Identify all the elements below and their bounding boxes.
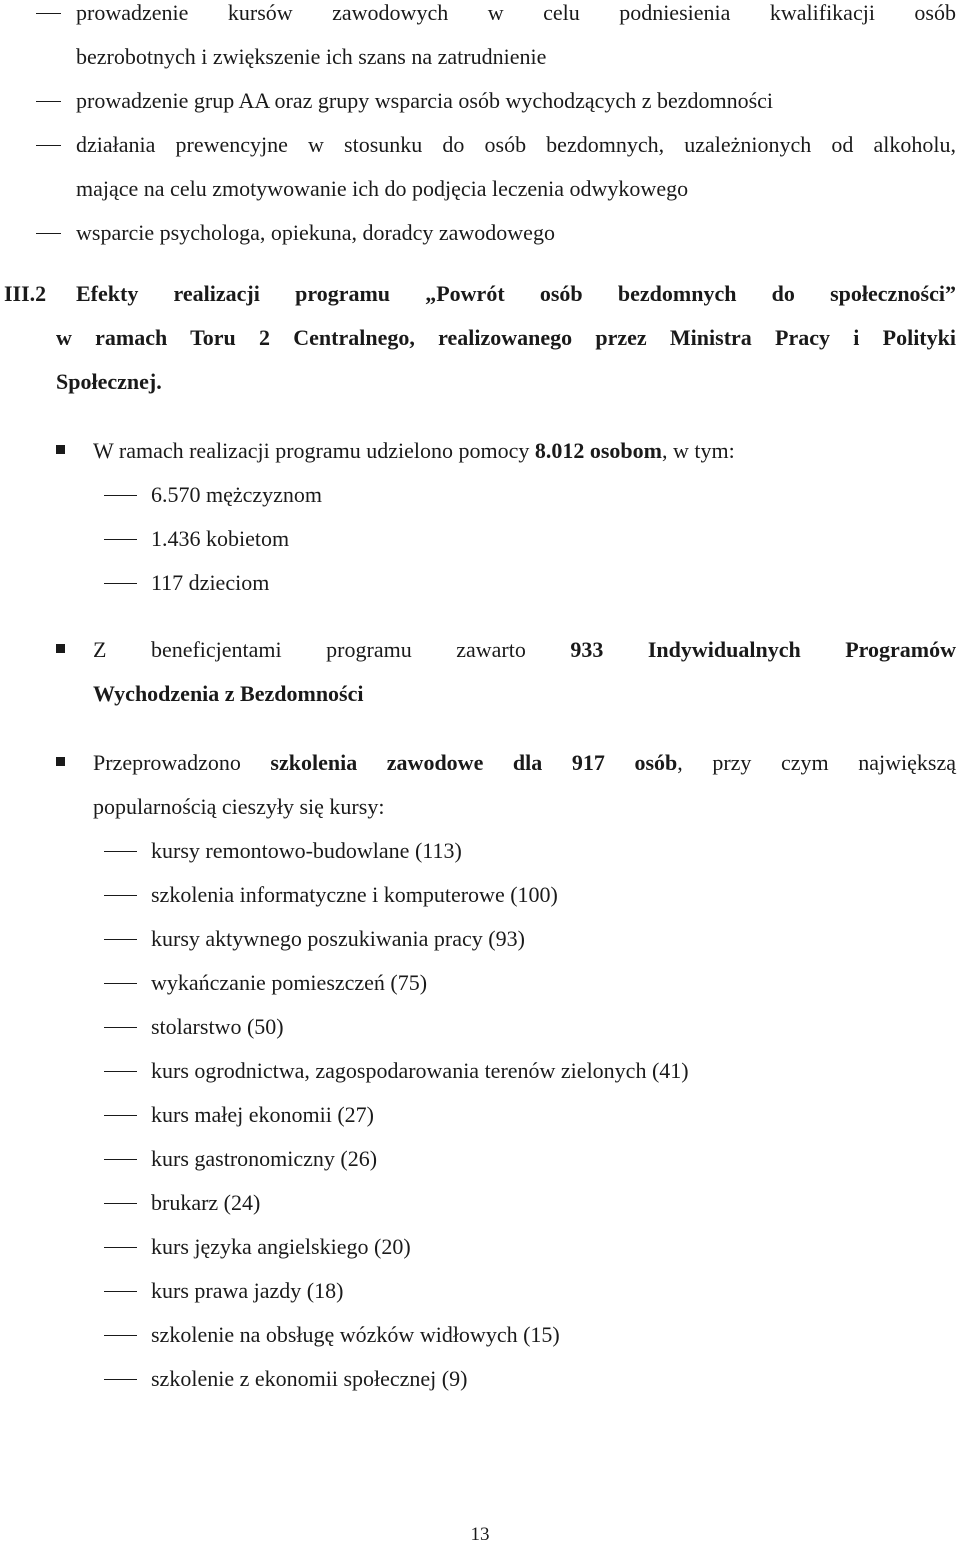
top-dash-list	[0, 0, 960, 255]
dash-bullet-icon	[36, 145, 61, 146]
list-item-text: 117 dzieciom	[151, 570, 270, 595]
dash-bullet-icon	[36, 13, 61, 14]
page-number: 13	[470, 1524, 490, 1545]
list-item-text: szkolenie na obsługę wózków widłowych (15)	[151, 1322, 560, 1347]
bullet-line	[0, 429, 960, 473]
bullet-bold-text: 933 Indywidualnych Programów	[570, 637, 956, 662]
list-item-text-line2: mające na celu zmotywowanie ich do podjęcia leczenia odwykowego	[76, 176, 689, 201]
list-item	[0, 1137, 960, 1181]
list-item-text: kursy remontowo-budowlane (113)	[151, 838, 462, 863]
list-item	[0, 517, 960, 561]
dash-bullet-icon	[36, 233, 61, 234]
bullet-text: W ramach realizacji programu udzielono pomocy	[93, 438, 535, 463]
list-item	[0, 79, 960, 123]
bullet-line-continued	[0, 672, 960, 716]
list-item-text: kurs języka angielskiego (20)	[151, 1234, 411, 1259]
list-item-text: kurs prawa jazdy (18)	[151, 1278, 344, 1303]
dash-bullet-icon	[104, 1247, 137, 1248]
section-title-line2: w ramach Toru 2 Centralnego, realizowanego przez Ministra Pracy i Polityki	[56, 325, 956, 350]
list-item	[0, 829, 960, 873]
list-item-text: stolarstwo (50)	[151, 1014, 284, 1039]
dash-bullet-icon	[104, 495, 137, 496]
list-item	[0, 1049, 960, 1093]
bullet-line-continued	[0, 785, 960, 829]
bullet-bold-text: Wychodzenia z Bezdomności	[93, 681, 364, 706]
dash-bullet-icon	[104, 1379, 137, 1380]
dash-bullet-icon	[104, 1115, 137, 1116]
list-item	[0, 211, 960, 255]
list-item	[0, 1357, 960, 1401]
dash-bullet-icon	[104, 539, 137, 540]
bullet-text: Przeprowadzono	[93, 750, 271, 775]
dash-bullet-icon	[104, 983, 137, 984]
list-item	[0, 917, 960, 961]
list-item-text: kurs gastronomiczny (26)	[151, 1146, 378, 1171]
section-number: III.2	[4, 281, 47, 306]
list-item-text: wykańczanie pomieszczeń (75)	[151, 970, 428, 995]
dash-bullet-icon	[104, 1071, 137, 1072]
list-item-text: szkolenia informatyczne i komputerowe (100)	[151, 882, 558, 907]
bullet-text-after: , przy czym największą	[677, 750, 956, 775]
dash-bullet-icon	[104, 1203, 137, 1204]
dash-bullet-icon	[36, 101, 61, 102]
dash-bullet-icon	[104, 1027, 137, 1028]
square-bullet-icon	[56, 644, 65, 653]
bullet-text-after: , w tym:	[661, 438, 735, 463]
list-item	[0, 1005, 960, 1049]
list-item	[0, 1225, 960, 1269]
list-item	[0, 1093, 960, 1137]
list-item	[0, 1313, 960, 1357]
list-item	[0, 561, 960, 605]
list-item-text: brukarz (24)	[151, 1190, 261, 1215]
dash-bullet-icon	[104, 583, 137, 584]
dash-bullet-icon	[104, 939, 137, 940]
list-item-text: 1.436 kobietom	[151, 526, 290, 551]
dash-bullet-icon	[104, 1159, 137, 1160]
bullet-block-assistance	[0, 429, 960, 605]
list-item-text-line1: prowadzenie kursów zawodowych w celu podniesienia kwalifikacji osób	[76, 0, 956, 25]
dash-bullet-icon	[104, 895, 137, 896]
bullet-block-trainings	[0, 741, 960, 1401]
list-item	[0, 1181, 960, 1225]
bullet-bold-text: 8.012 osobom	[534, 438, 662, 463]
list-item	[0, 0, 960, 79]
list-item-text-line1: wsparcie psychologa, opiekuna, doradcy zawodowego	[76, 220, 555, 245]
section-title-line3: Społecznej.	[56, 369, 162, 394]
section-title	[0, 272, 960, 404]
bullet-line	[0, 741, 960, 785]
list-item-text: 6.570 mężczyznom	[151, 482, 323, 507]
list-item-text-line1: działania prewencyjne w stosunku do osób bezdomnych, uzależnionych od alkoholu,	[76, 132, 956, 157]
dash-bullet-icon	[104, 1291, 137, 1292]
bullet-text: Z beneficjentami programu zawarto	[93, 637, 571, 662]
bullet-line	[0, 628, 960, 672]
list-item	[0, 473, 960, 517]
list-item-text: kurs małej ekonomii (27)	[151, 1102, 375, 1127]
section-heading	[0, 272, 960, 404]
dash-bullet-icon	[104, 1335, 137, 1336]
list-item	[0, 1269, 960, 1313]
list-item-text: kursy aktywnego poszukiwania pracy (93)	[151, 926, 525, 951]
square-bullet-icon	[56, 757, 65, 766]
bullet-text: popularnością cieszyły się kursy:	[93, 794, 385, 819]
bullet-block-programs	[0, 628, 960, 716]
list-item-text: kurs ogrodnictwa, zagospodarowania terenów zielonych (41)	[151, 1058, 689, 1083]
list-item-text-line1: prowadzenie grup AA oraz grupy wsparcia osób wychodzących z bezdomności	[76, 88, 774, 113]
section-title-line1: Efekty realizacji programu „Powrót osób bezdomnych do społeczności”	[76, 281, 956, 306]
list-item	[0, 123, 960, 211]
square-bullet-icon	[56, 445, 65, 454]
list-item-text: szkolenie z ekonomii społecznej (9)	[151, 1366, 468, 1391]
list-item-text-line2: bezrobotnych i zwiększenie ich szans na zatrudnienie	[76, 44, 547, 69]
dash-bullet-icon	[104, 851, 137, 852]
course-list	[0, 829, 960, 1401]
list-item	[0, 873, 960, 917]
list-item	[0, 961, 960, 1005]
bullet-bold-text: szkolenia zawodowe dla 917 osób	[270, 750, 678, 775]
